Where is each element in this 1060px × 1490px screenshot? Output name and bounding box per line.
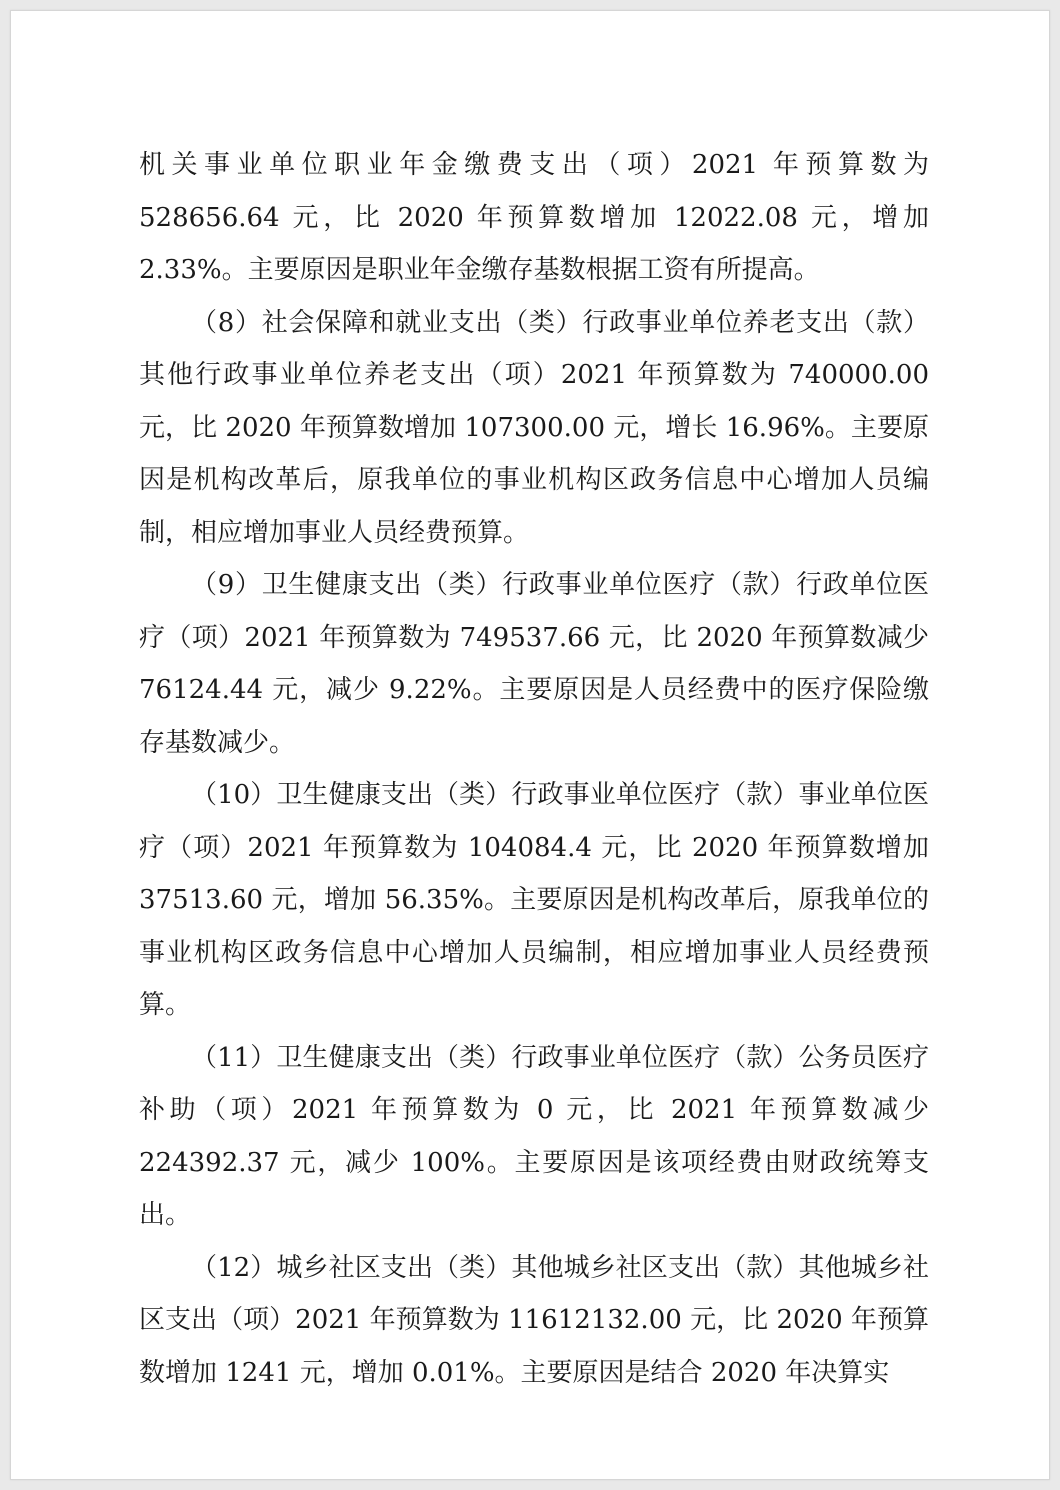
- paragraph-item-9: （9）卫生健康支出（类）行政事业单位医疗（款）行政单位医疗（项）2021 年预算数为 749537.66 元，比 2020 年预算数减少 76124.44 元，减少 9.22%。主要原因是人员经费中的医疗保险缴存基数减少。: [139, 570, 929, 758]
- paragraph-item-8: （8）社会保障和就业支出（类）行政事业单位养老支出（款）其他行政事业单位养老支出（项）2021 年预算数为 740000.00 元，比 2020 年预算数增加 107300.00 元，增长 16.96%。主要原因是机构改革后，原我单位的事业机构区政务信息中心增加人员编制，相应增加事业人员经费预算。: [139, 307, 929, 548]
- document-body: [139, 139, 929, 1399]
- paragraph-item-12: （12）城乡社区支出（类）其他城乡社区支出（款）其他城乡社区支出（项）2021 年预算数为 11612132.00 元，比 2020 年预算数增加 1241 元，增加 0.01%。主要原因是结合 2020 年决算实: [139, 1252, 929, 1388]
- paragraph-continuation: 机关事业单位职业年金缴费支出（项）2021 年预算数为 528656.64 元，比 2020 年预算数增加 12022.08 元，增加 2.33%。主要原因是职业年金缴存基数根据工资有所提高。: [139, 150, 929, 285]
- paragraph-item-10: （10）卫生健康支出（类）行政事业单位医疗（款）事业单位医疗（项）2021 年预算数为 104084.4 元，比 2020 年预算数增加 37513.60 元，增加 56.35%。主要原因是机构改革后，原我单位的事业机构区政务信息中心增加人员编制，相应增加事业人员经费预算。: [139, 780, 929, 1020]
- document-page: [10, 10, 1050, 1480]
- paragraph-item-11: （11）卫生健康支出（类）行政事业单位医疗（款）公务员医疗补助（项）2021 年预算数为 0 元，比 2021 年预算数减少 224392.37 元，减少 100%。主要原因是该项经费由财政统筹支出。: [139, 1042, 929, 1230]
